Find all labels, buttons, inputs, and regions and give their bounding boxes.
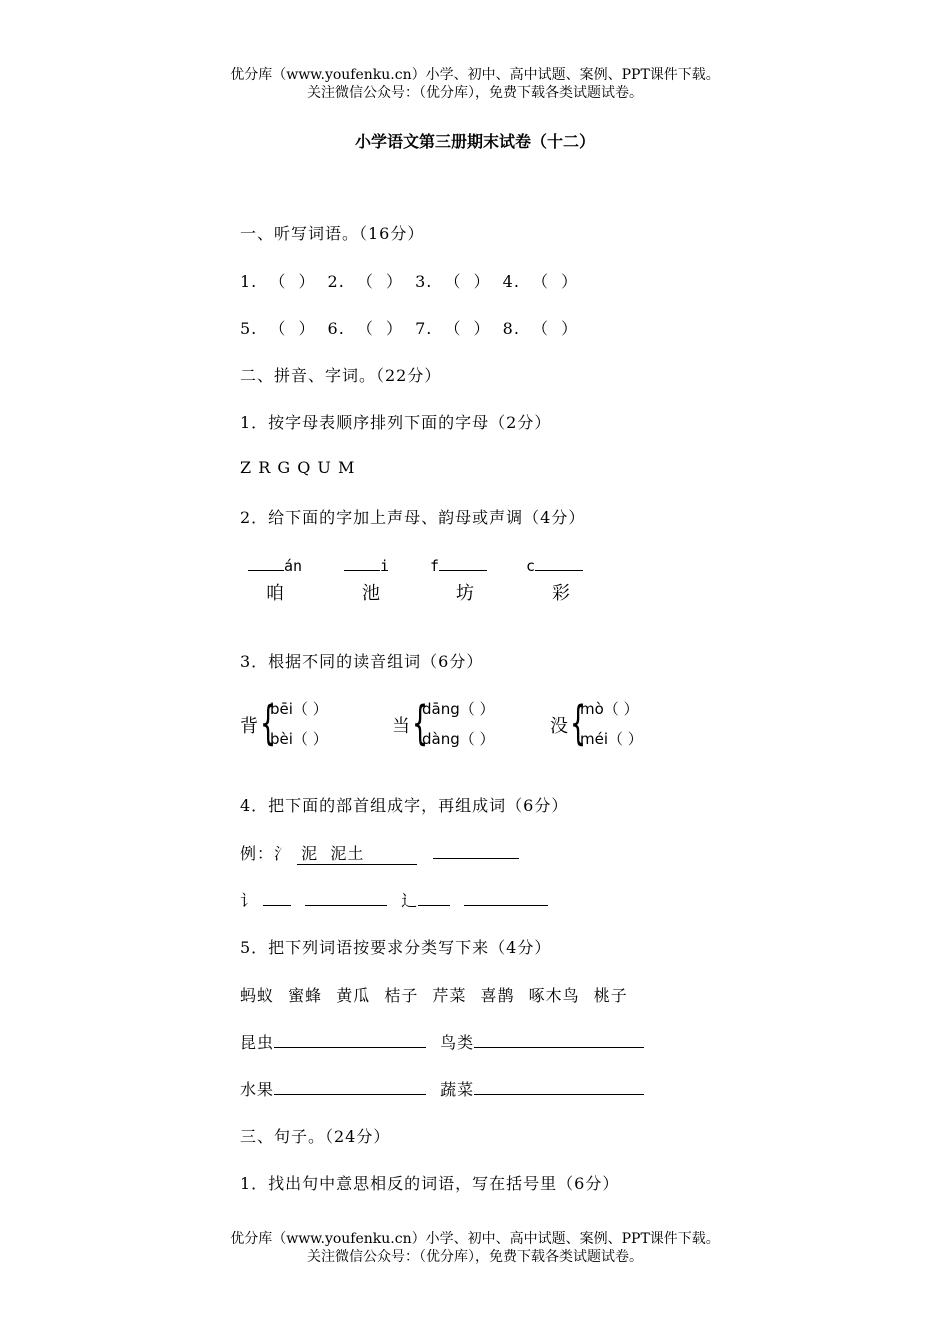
pinyin-final: án <box>284 557 303 575</box>
word: 芹菜 <box>432 986 467 1005</box>
polyphone-group-3 <box>550 694 690 756</box>
answer-blank[interactable]: （ ） <box>444 272 491 291</box>
pinyin-initial: c <box>526 557 536 575</box>
answer-blank[interactable]: （ ） <box>292 700 328 718</box>
item-number: 2. <box>327 272 345 291</box>
word: 喜鹊 <box>480 986 515 1005</box>
brace-icon: { <box>412 696 429 750</box>
word: 啄木鸟 <box>528 986 580 1005</box>
q3-prompt: 3．根据不同的读音组词（6分） <box>240 652 484 671</box>
item-number: 3. <box>415 272 433 291</box>
blank-line[interactable] <box>263 891 291 906</box>
answer-blank[interactable]: （ ） <box>356 272 403 291</box>
blank-line[interactable] <box>274 1080 426 1095</box>
answer-blank[interactable]: （ ） <box>603 700 639 718</box>
pinyin-item-1 <box>248 556 318 605</box>
q5-word-list <box>240 983 628 1006</box>
pinyin-item-2 <box>344 556 414 605</box>
category-row-2 <box>240 1077 644 1100</box>
q4-row <box>240 888 548 911</box>
dictation-row-2 <box>240 316 578 339</box>
blank-line[interactable] <box>474 1080 644 1095</box>
pinyin-final: i <box>380 557 390 575</box>
word: 桔子 <box>384 986 419 1005</box>
word: 黄瓜 <box>336 986 371 1005</box>
reading-row-2: bèi（ ） <box>270 730 328 748</box>
reading-row-1: bēi（ ） <box>270 700 328 718</box>
header-line-1: 优分库（www.youfenku.cn）小学、初中、高中试题、案例、PPT课件下载。 <box>230 67 720 83</box>
brace-icon: { <box>260 696 277 750</box>
word: 蚂蚁 <box>240 986 275 1005</box>
polyphone-char: 背 <box>240 716 258 737</box>
footer-line-2: 关注微信公众号：（优分库），免费下载各类试题试卷。 <box>307 1249 643 1265</box>
s3-q1-prompt: 1．找出句中意思相反的词语，写在括号里（6分） <box>240 1174 620 1193</box>
category-row-1 <box>240 1030 644 1053</box>
answer-blank[interactable]: （ ） <box>459 700 495 718</box>
blank-line[interactable] <box>535 556 583 571</box>
target-char: 彩 <box>552 583 570 604</box>
blank-line[interactable] <box>439 556 487 571</box>
answer-blank[interactable]: （ ） <box>444 319 491 338</box>
q1-letters: Z R G Q U M <box>240 458 356 477</box>
answer-blank[interactable]: （ ） <box>269 272 316 291</box>
q4-example <box>240 841 519 865</box>
reading-row-2: méi（ ） <box>580 730 643 748</box>
section-3-heading: 三、句子。（24分） <box>240 1127 391 1146</box>
polyphone-char: 没 <box>550 716 568 737</box>
dictation-row-1 <box>240 269 578 292</box>
target-char: 咱 <box>266 583 284 604</box>
pinyin-item-3 <box>430 556 500 605</box>
word: 蜜蜂 <box>288 986 323 1005</box>
blank-line[interactable] <box>433 844 519 859</box>
item-number: 8. <box>502 319 520 338</box>
q2-prompt: 2．给下面的字加上声母、韵母或声调（4分） <box>240 508 586 527</box>
answer-blank[interactable]: （ ） <box>356 319 403 338</box>
answer-blank[interactable]: （ ） <box>269 319 316 338</box>
q4-prompt: 4．把下面的部首组成字，再组成词（6分） <box>240 796 569 815</box>
polyphone-group-1 <box>240 694 380 756</box>
blank-line[interactable] <box>344 556 380 571</box>
example-radical: 氵 <box>274 844 292 863</box>
q5-prompt: 5．把下列词语按要求分类写下来（4分） <box>240 938 552 957</box>
blank-line[interactable] <box>274 1033 426 1048</box>
footer-line-1: 优分库（www.youfenku.cn）小学、初中、高中试题、案例、PPT课件下载。 <box>230 1231 720 1247</box>
pinyin-initial: f <box>430 557 440 575</box>
example-answer: 泥 泥土 <box>297 841 417 865</box>
category-label: 鸟类 <box>440 1033 475 1052</box>
blank-line[interactable] <box>248 556 284 571</box>
answer-blank[interactable]: （ ） <box>608 730 643 748</box>
example-label: 例： <box>240 844 275 863</box>
blank-line[interactable] <box>474 1033 644 1048</box>
polyphone-group-2 <box>392 694 542 756</box>
item-number: 7. <box>415 319 433 338</box>
page-title: 小学语文第三册期末试卷（十二） <box>354 132 595 151</box>
reading-row-1: dāng（ ） <box>422 700 495 718</box>
target-char: 池 <box>362 583 380 604</box>
blank-line[interactable] <box>464 891 548 906</box>
polyphone-char: 当 <box>392 716 410 737</box>
section-2-heading: 二、拼音、字词。（22分） <box>240 366 442 385</box>
brace-icon: { <box>570 696 587 750</box>
answer-blank[interactable]: （ ） <box>532 272 579 291</box>
blank-line[interactable] <box>305 891 387 906</box>
q1-prompt: 1．按字母表顺序排列下面的字母（2分） <box>240 413 552 432</box>
category-label: 蔬菜 <box>440 1080 475 1099</box>
word: 桃子 <box>593 986 628 1005</box>
pinyin-item-4 <box>526 556 596 605</box>
reading-row-2: dàng（ ） <box>422 730 495 748</box>
category-label: 昆虫 <box>240 1033 275 1052</box>
item-number: 6. <box>327 319 345 338</box>
item-number: 5. <box>240 319 258 338</box>
header-line-2: 关注微信公众号：（优分库），免费下载各类试题试卷。 <box>307 85 643 101</box>
category-label: 水果 <box>240 1080 275 1099</box>
section-1-heading: 一、听写词语。（16分） <box>240 224 425 243</box>
radical: 讠 <box>240 891 258 910</box>
answer-blank[interactable]: （ ） <box>532 319 579 338</box>
answer-blank[interactable]: （ ） <box>292 730 328 748</box>
item-number: 4. <box>502 272 520 291</box>
radical: 辶 <box>401 891 419 910</box>
blank-line[interactable] <box>418 891 450 906</box>
target-char: 坊 <box>456 583 474 604</box>
item-number: 1. <box>240 272 258 291</box>
answer-blank[interactable]: （ ） <box>459 730 495 748</box>
reading-row-1: mò（ ） <box>580 700 639 718</box>
